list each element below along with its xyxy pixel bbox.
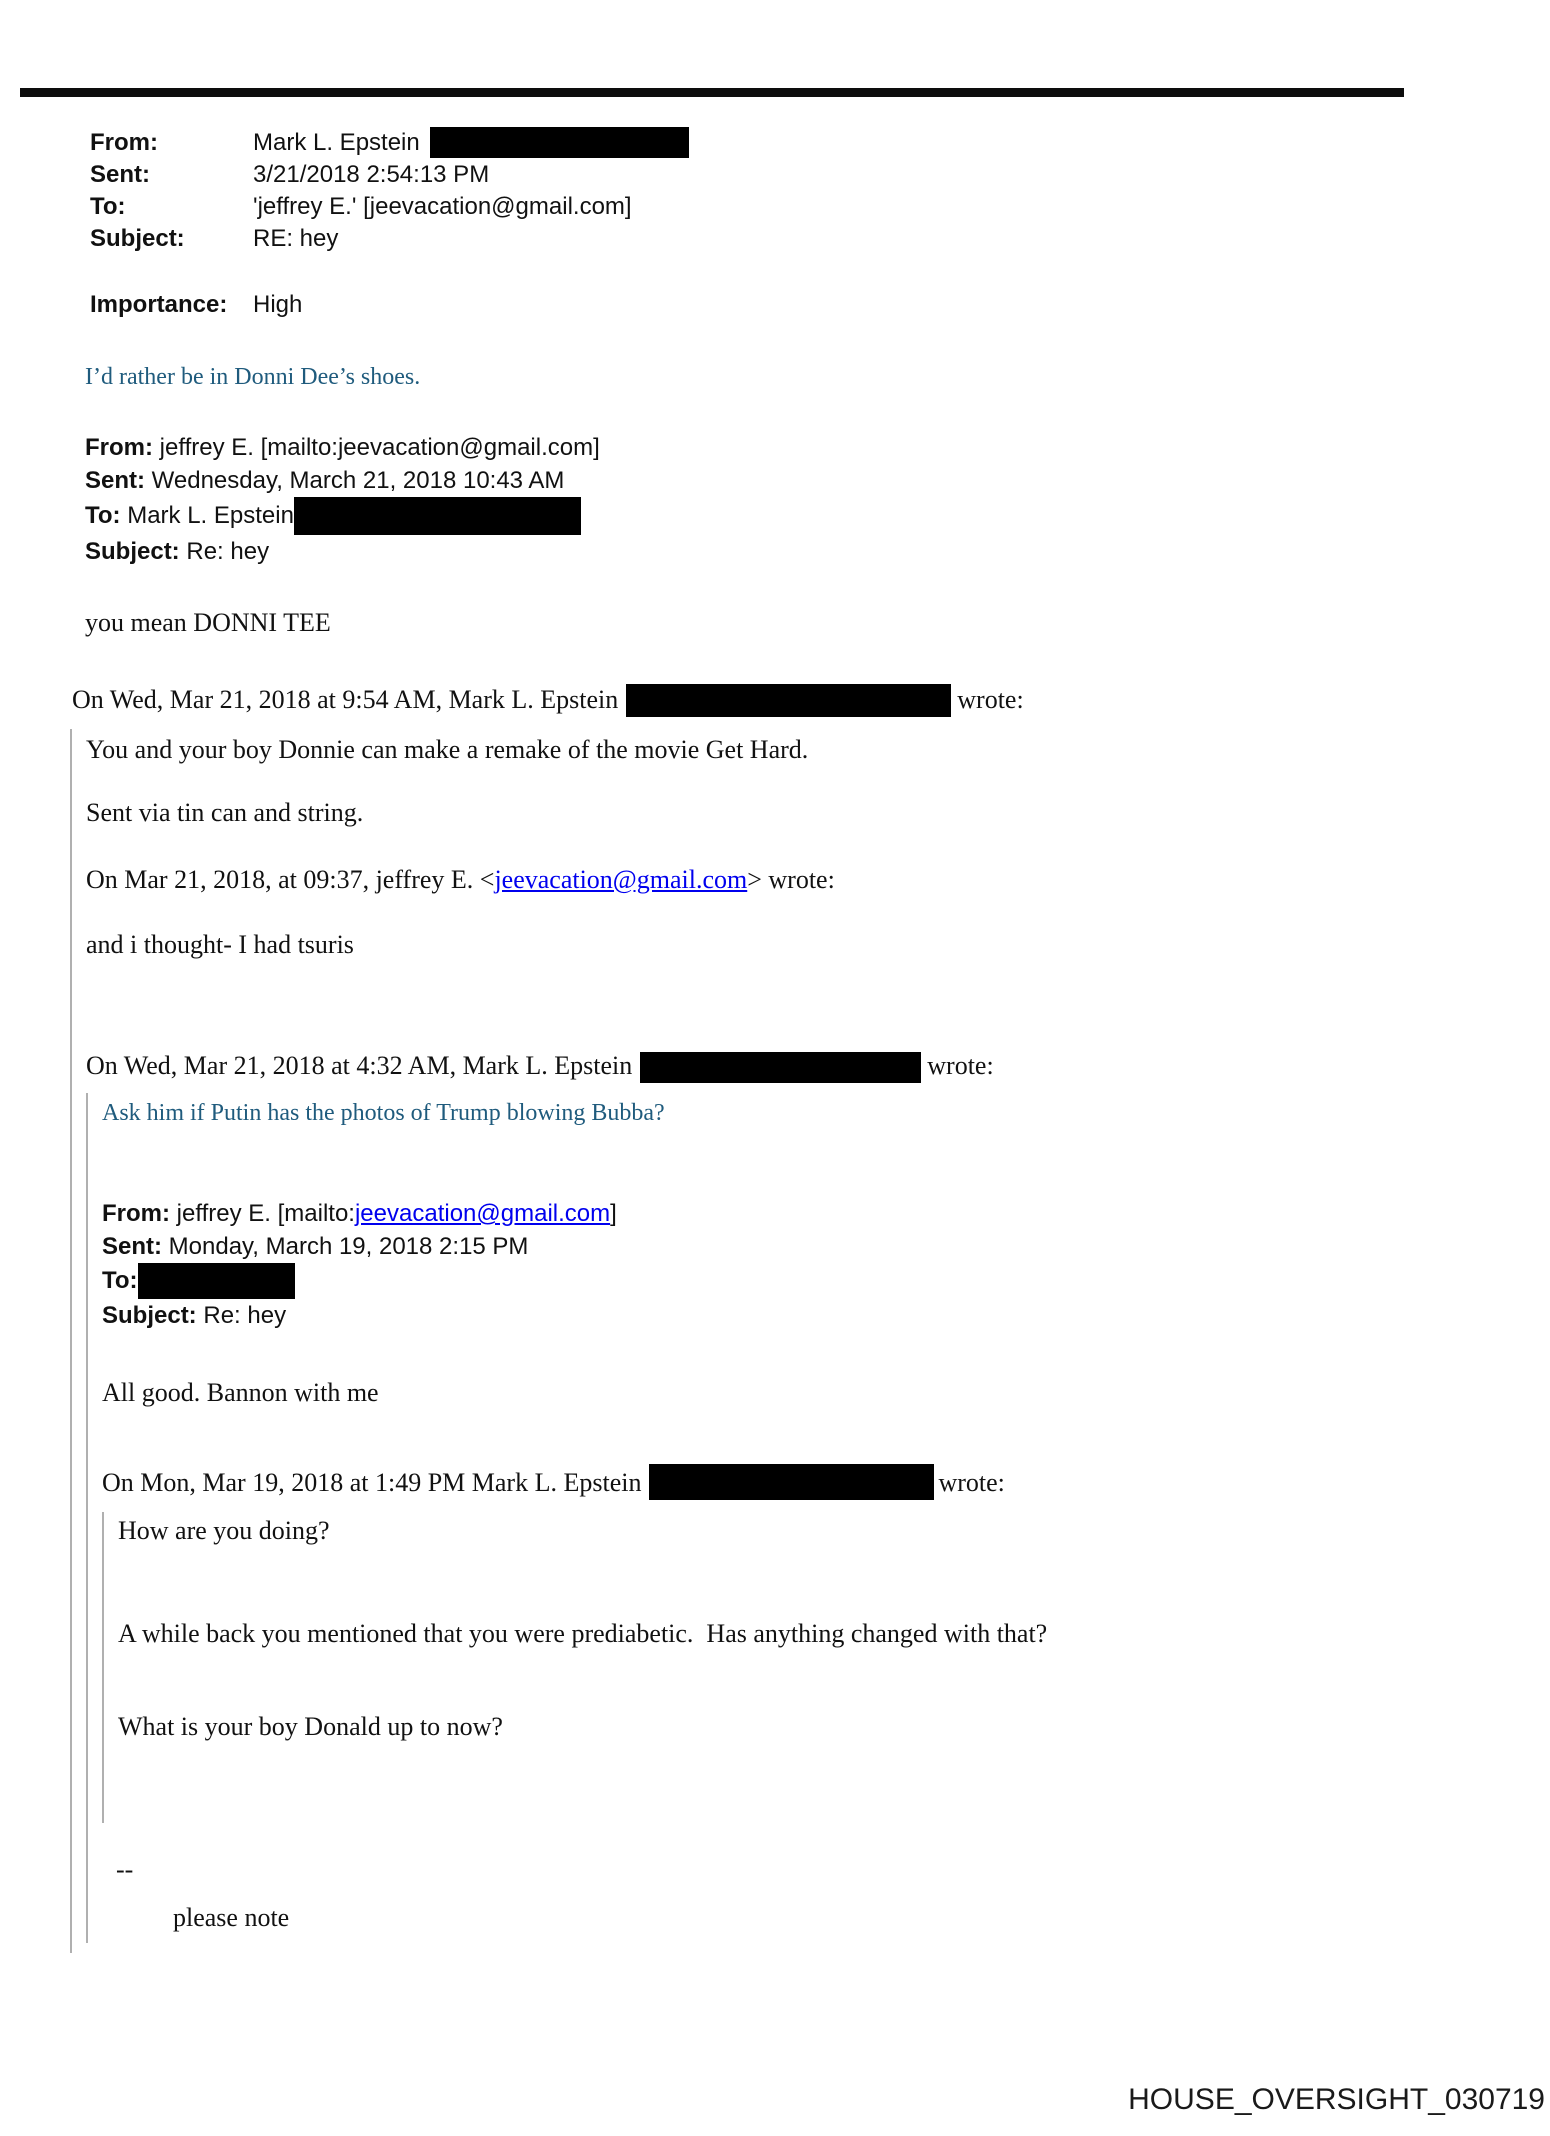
quoted1-subject-line [85,535,1520,568]
redaction-bar [649,1464,934,1500]
quoted2-sent-line [102,1230,1520,1263]
redaction-bar [430,127,689,158]
header-row-to [90,191,1520,223]
attribution-line-1 [72,683,1520,717]
sent-value: 3/21/2018 2:54:13 PM [253,161,490,188]
reply-text-2: All good. Bannon with me [102,1378,379,1407]
from-value-close: ] [610,1200,617,1227]
header-row-subject [90,223,1520,255]
redaction-bar [294,497,581,535]
subject-value: RE: hey [253,225,339,252]
from-value: jeffrey E. [mailto: [176,1200,355,1227]
quoted-email-header-2 [102,1197,1520,1332]
reply-text-1: you mean DONNI TEE [85,608,331,637]
attribution-line-4 [102,1464,1520,1500]
footer-doc-id: HOUSE_OVERSIGHT_030719 [1128,2083,1545,2116]
header-row-from [90,127,1520,159]
from-label: From: [102,1200,170,1227]
subject-label: Subject: [90,225,185,252]
header-row-importance [90,289,1520,321]
from-value: jeffrey E. [mailto:jeevacation@gmail.com] [159,434,600,461]
quote-text: A while back you mentioned that you were prediabetic. Has anything changed with that? [118,1619,1048,1648]
subject-label: Subject: [102,1302,197,1329]
attribution-wrote: wrote: [927,1051,994,1080]
email-link[interactable]: jeevacation@gmail.com [354,1200,611,1227]
top-rule [20,88,1404,97]
email-header [90,127,1520,321]
to-value: 'jeffrey E.' [jeevacation@gmail.com] [253,193,632,220]
attribution-wrote: > wrote: [747,865,835,894]
sent-label: Sent: [102,1233,162,1260]
attribution-wrote: wrote: [957,685,1024,714]
quoted2-to-line [102,1263,1520,1299]
header-row-sent [90,159,1520,191]
from-label: From: [85,434,153,461]
quote-text-blue: Ask him if Putin has the photos of Trump blowing Bubba? [102,1100,665,1126]
attribution-text: On Mon, Mar 19, 2018 at 1:49 PM Mark L. Epstein [102,1468,642,1497]
subject-value: Re: hey [203,1302,287,1329]
quote-text: and i thought- I had tsuris [86,930,354,959]
to-label: To: [85,502,121,529]
from-value: Mark L. Epstein [253,129,420,156]
reply-text-top: I’d rather be in Donni Dee’s shoes. [85,364,421,390]
to-label: To: [102,1267,138,1294]
quoted1-to-line [85,497,1520,535]
quote-text: How are you doing? [118,1516,330,1545]
quoted2-subject-line [102,1299,1520,1332]
subject-label: Subject: [85,538,180,565]
sent-label: Sent: [85,467,145,494]
quoted1-sent-line [85,464,1520,497]
from-label: From: [90,129,158,156]
importance-value: High [253,291,303,318]
sent-value: Monday, March 19, 2018 2:15 PM [168,1233,529,1260]
subject-value: Re: hey [186,538,270,565]
sent-value: Wednesday, March 21, 2018 10:43 AM [151,467,565,494]
email-link[interactable]: jeevacation@gmail.com [494,865,748,894]
redaction-bar [640,1052,921,1083]
quote-block-level-2 [86,1093,1520,1943]
quoted-email-header-1 [70,431,1520,568]
attribution-wrote: wrote: [938,1468,1005,1497]
quote-block-level-3 [102,1512,1520,1823]
attribution-line-2 [86,863,1520,896]
to-label: To: [90,193,126,220]
attribution-text: On Mar 21, 2018, at 09:37, jeffrey E. < [86,865,495,894]
quote-text: Sent via tin can and string. [86,798,364,827]
signature-dashes: -- [116,1855,134,1884]
redaction-bar [138,1263,295,1299]
attribution-text: On Wed, Mar 21, 2018 at 9:54 AM, Mark L. Epstein [72,685,619,714]
to-value: Mark L. Epstein [127,502,294,529]
quote-block-level-1 [70,729,1520,1953]
redaction-bar [626,684,951,717]
attribution-line-3 [86,1049,1520,1083]
signature-note: please note [173,1903,290,1932]
document-body [0,127,1520,1953]
quoted1-from-line [85,431,1520,464]
quote-text: You and your boy Donnie can make a remake of the movie Get Hard. [86,735,809,764]
attribution-text: On Wed, Mar 21, 2018 at 4:32 AM, Mark L. Epstein [86,1051,633,1080]
quote-text: What is your boy Donald up to now? [118,1712,503,1741]
importance-label: Importance: [90,291,228,318]
sent-label: Sent: [90,161,150,188]
quoted2-from-line [102,1197,1520,1230]
